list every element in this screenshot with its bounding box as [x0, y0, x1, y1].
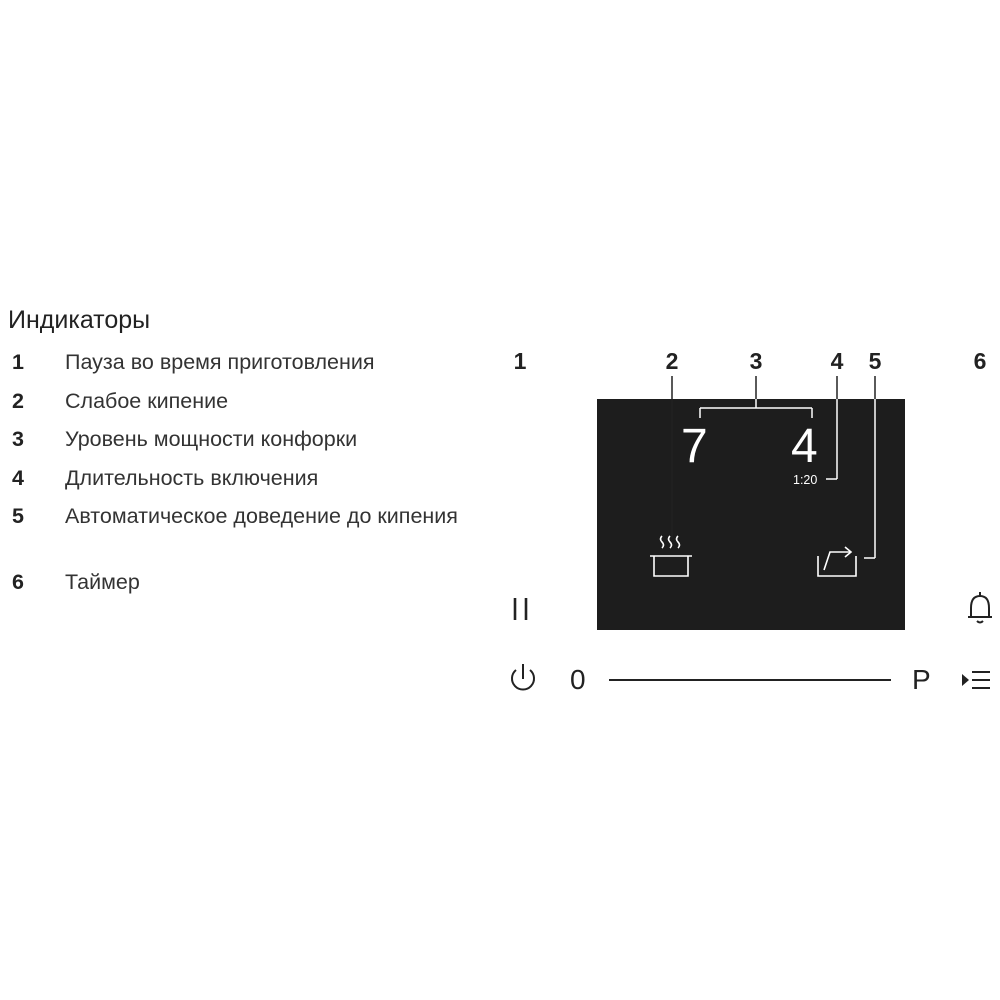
- duration-readout: 1:20: [793, 473, 818, 487]
- callout-2: 2: [665, 348, 679, 374]
- power-icon: [512, 664, 534, 689]
- indicators-title: Индикаторы: [8, 306, 151, 334]
- legend-number: 6: [12, 570, 24, 594]
- legend-number: 4: [12, 466, 24, 490]
- callout-3: 3: [749, 348, 763, 374]
- bracket-3: [700, 376, 812, 418]
- slider-max-label[interactable]: P: [912, 664, 931, 695]
- callout-1: 1: [513, 348, 527, 374]
- legend-text: Длительность включения: [65, 466, 319, 490]
- leader-line-5: [864, 376, 875, 558]
- menu-list-icon: [962, 672, 990, 688]
- simmer-pot-icon: [650, 536, 692, 576]
- legend-number: 2: [12, 389, 24, 413]
- auto-boil-pot-icon: [818, 547, 856, 576]
- legend-text: Слабое кипение: [65, 389, 229, 413]
- legend-number: 3: [12, 427, 24, 451]
- bell-icon: [968, 592, 992, 623]
- slider-min-label[interactable]: 0: [570, 664, 586, 695]
- callout-4: 4: [830, 348, 844, 374]
- legend-text: Пауза во время приготовления: [65, 350, 375, 374]
- legend-text: Таймер: [65, 570, 140, 594]
- callout-5: 5: [868, 348, 882, 374]
- callout-6: 6: [973, 348, 987, 374]
- legend-text: Автоматическое доведение до кипения: [65, 504, 458, 528]
- leader-line-4: [826, 376, 837, 479]
- legend-number: 5: [12, 504, 24, 528]
- legend-text: Уровень мощности конфорки: [65, 427, 358, 451]
- legend-number: 1: [12, 350, 24, 374]
- power-level-right: 4: [791, 420, 818, 473]
- power-level-left: 7: [681, 420, 708, 473]
- pause-icon: [515, 598, 526, 620]
